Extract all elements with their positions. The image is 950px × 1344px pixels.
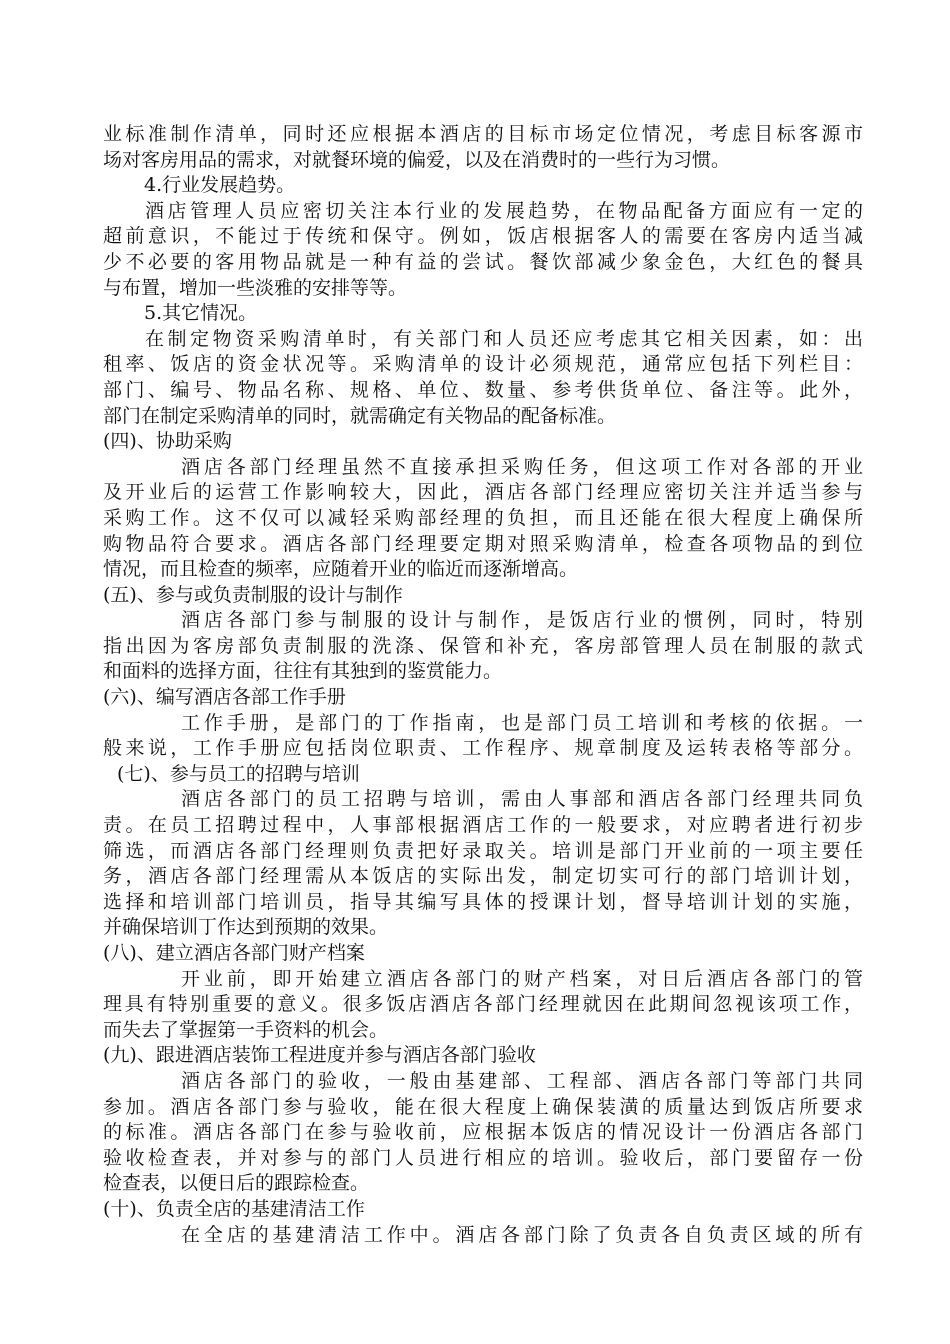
text-line: 酒店各部门的员工招聘与培训，需由人事部和酒店各部门经理共同负 <box>181 788 863 811</box>
text-line: 验收检查表，并对参与的部门人员进行相应的培训。验收后，部门要留存一份 <box>103 1146 863 1169</box>
text-line: 购物品符合要求。酒店各部门经理要定期对照采购清单，检查各项物品的到位 <box>103 532 863 555</box>
text-line: 选择和培训部门培训员，指导其编写具体的授课计划，督导培训计划的实施， <box>103 890 863 913</box>
text-line: 酒店管理人员应密切关注本行业的发展趋势，在物品配备方面应有一定的 <box>145 199 863 222</box>
text-line: 在全店的基建清洁工作中。酒店各部门除了负责各自负责区域的所有 <box>181 1223 863 1246</box>
text-line: 务，酒店各部门经理需从本饭店的实际出发，制定切实可行的部门培训计划， <box>103 865 863 888</box>
text-line: 场对客房用品的需求，对就餐环境的偏爱，以及在消费时的一些行为习惯。 <box>103 148 731 171</box>
text-line: 理具有特别重要的意义。很多饭店酒店各部门经理就因在此期间忽视该项工作， <box>103 993 863 1016</box>
text-line: 部门在制定采购清单的同时，就需确定有关物品的配备标准。 <box>103 404 617 427</box>
text-line: 部门、编号、物品名称、规格、单位、数量、参考供货单位、备注等。此外， <box>103 378 863 401</box>
text-line: 采购工作。这不仅可以减轻采购部经理的负担，而且还能在很大程度上确保所 <box>103 506 863 529</box>
text-line: 业标准制作清单，同时还应根据本酒店的目标市场定位情况，考虑目标客源市 <box>103 123 863 145</box>
text-line: 并确保培训丁作达到预期的效果。 <box>103 916 389 939</box>
text-line: 检查表，以便日后的跟踪检查。 <box>103 1172 370 1195</box>
text-line: 酒店各部门的验收，一般由基建部、工程部、酒店各部门等部门共同 <box>181 1069 863 1092</box>
text-line: 酒店各部门参与制服的设计与制作，是饭店行业的惯例，同时，特别 <box>181 609 863 632</box>
section-heading: (五)、参与或负责制服的设计与制作 <box>103 583 403 606</box>
text-line: 而失去了掌握第一手资料的机会。 <box>103 1018 389 1041</box>
text-line: 少不必要的客用物品就是一种有益的尝试。餐饮部减少象金色，大红色的餐具 <box>103 250 863 273</box>
section-heading: (七)、参与员工的招聘与培训 <box>117 762 360 785</box>
text-line: 租率、饭店的资金状况等。采购清单的设计必须规范，通常应包括下列栏目： <box>103 353 863 376</box>
text-line: 酒店各部门经理虽然不直接承担采购任务，但这项工作对各部的开业 <box>181 455 863 478</box>
text-line: 筛选，而酒店各部门经理则负责把好录取关。培训是部门开业前的一项主要任 <box>103 839 863 862</box>
text-line: 指出因为客房部负责制服的洗涤、保管和补充，客房部管理人员在制服的款式 <box>103 634 863 657</box>
document-body <box>103 122 863 1248</box>
text-line: 般来说，工作手册应包括岗位职责、工作程序、规章制度及运转表格等部分。 <box>103 737 863 760</box>
section-heading: 4.行业发展趋势。 <box>144 174 296 197</box>
text-line: 和面料的选择方面，往往有其独到的鉴赏能力。 <box>103 660 503 683</box>
text-line: 开业前，即开始建立酒店各部门的财产档案，对日后酒店各部门的管 <box>181 967 863 990</box>
text-line: 责。在员工招聘过程中，人事部根据酒店工作的一般要求，对应聘者进行初步 <box>103 814 863 837</box>
section-heading: (十)、负责全店的基建清洁工作 <box>103 1197 365 1220</box>
text-line: 及开业后的运营工作影响较大，因此，酒店各部门经理应密切关注并适当参与 <box>103 481 863 504</box>
text-line: 的标准。酒店各部门在参与验收前，应根据本饭店的情况设计一份酒店各部门 <box>103 1121 863 1144</box>
text-line: 超前意识，不能过于传统和保守。例如，饭店根据客人的需要在客房内适当减 <box>103 225 863 248</box>
text-line: 参加。酒店各部门参与验收，能在很大程度上确保装潢的质量达到饭店所要求 <box>103 1095 863 1118</box>
text-line: 在制定物资采购清单时，有关部门和人员还应考虑其它相关因素，如：出 <box>145 327 863 350</box>
text-line: 与布置，增加一些淡雅的安排等等。 <box>103 276 408 299</box>
text-line: 情况，而且检查的频率，应随着开业的临近而逐渐增高。 <box>103 558 579 581</box>
section-heading: (八)、建立酒店各部门财产档案 <box>103 942 365 964</box>
text-line: 工作手册，是部门的丁作指南，也是部门员工培训和考核的依据。一 <box>181 711 863 734</box>
section-heading: (六)、编写酒店各部工作手册 <box>103 686 346 709</box>
section-heading: (四)、协助采购 <box>103 430 232 453</box>
section-heading: 5.其它情况。 <box>144 302 258 325</box>
section-heading: (九)、跟进酒店装饰工程进度并参与酒店各部门验收 <box>103 1044 536 1067</box>
